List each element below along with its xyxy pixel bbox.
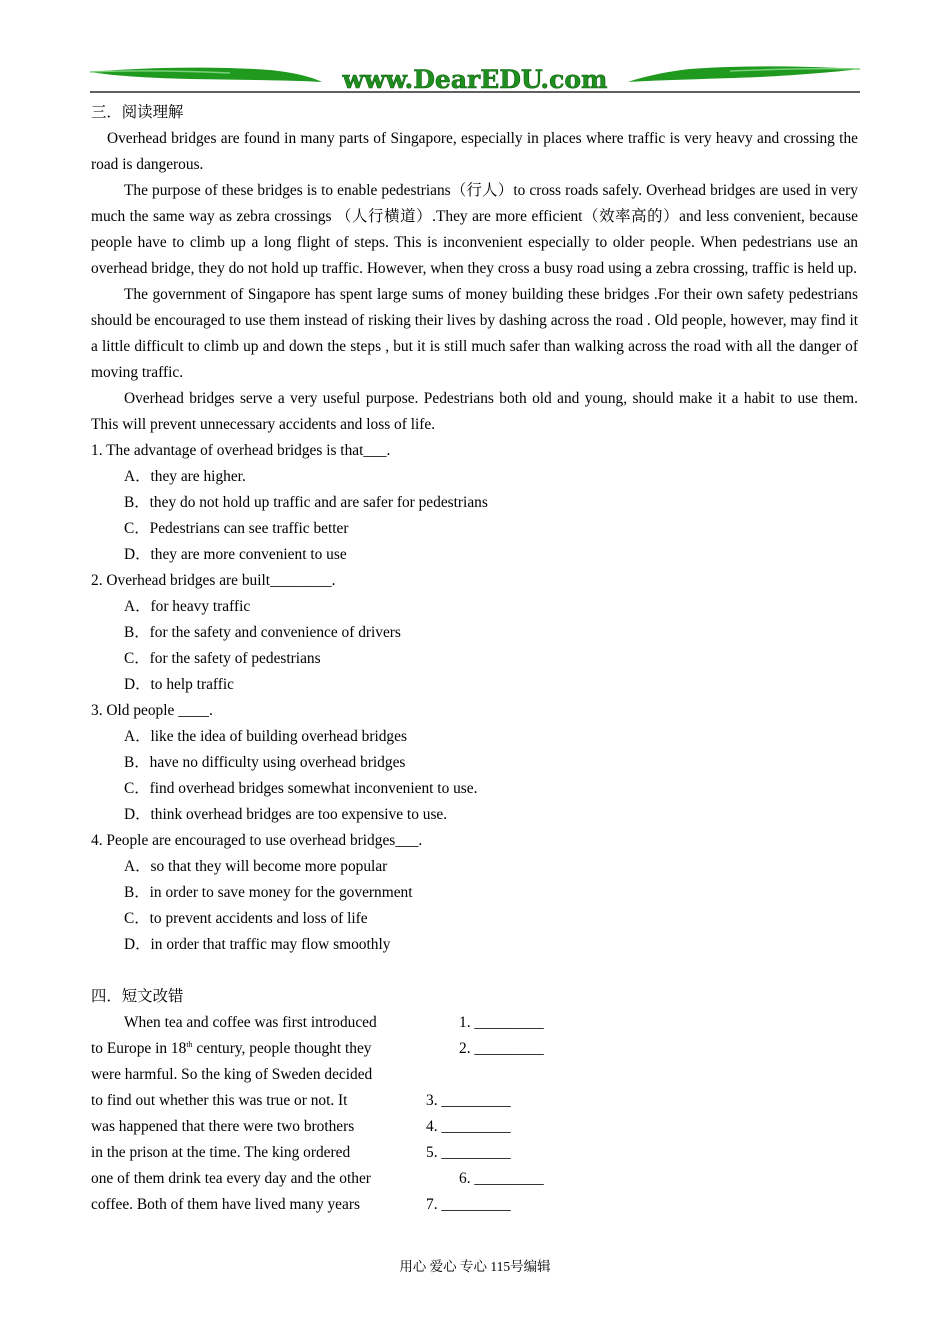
document-body <box>91 100 858 1218</box>
error-line-8 <box>91 1192 858 1218</box>
question-4-stem: 4. People are encouraged to use overhead bridges___. <box>91 832 423 849</box>
question-2-option-a: A．for heavy traffic <box>124 598 251 615</box>
error-line-1 <box>91 1010 858 1036</box>
error-line-5-text: was happened that there were two brothers <box>91 1118 355 1135</box>
question-2-option-b: B．for the safety and convenience of drivers <box>124 624 401 641</box>
superscript-th: th <box>186 1039 193 1049</box>
passage-paragraph-3: The government of Singapore has spent large sums of money building these bridges .For their own safety pedestrians should be encouraged to use them instead of risking their lives by dashing across the road . Old people, however, may find it a little difficult to climb up and down the steps , but it is still much safer than walking across the road with all the danger of moving traffic. <box>91 286 858 381</box>
passage-paragraph-4: Overhead bridges serve a very useful purpose. Pedestrians both old and young, should make it a habit to use them. This will prevent unnecessary accidents and loss of life. <box>91 390 858 433</box>
answer-blank-3[interactable]: 3. _________ <box>426 1092 511 1109</box>
question-1-option-d: D．they are more convenient to use <box>124 546 347 563</box>
error-line-2 <box>91 1036 858 1062</box>
answer-blank-1[interactable]: 1. _________ <box>459 1014 544 1031</box>
question-3-option-c: C．find overhead bridges somewhat inconvenient to use. <box>124 780 478 797</box>
passage-paragraph-2: The purpose of these bridges is to enable pedestrians（行人）to cross roads safely. Overhead bridges are used in very much the same way as zebra crossings （人行横道）.They are more efficient（效率高的）and less convenient, because people have to climb up a long flight of steps. This is inconvenient especially to older people. When pedestrians use an overhead bridge, they do not hold up traffic. However, when they cross a busy road using a zebra crossing, traffic is held up. <box>91 182 858 277</box>
answer-blank-5[interactable]: 5. _________ <box>426 1144 511 1161</box>
error-line-5 <box>91 1114 858 1140</box>
question-3-option-d: D．think overhead bridges are too expensive to use. <box>124 806 448 823</box>
error-line-2-text <box>91 1036 372 1062</box>
error-line-7-text: one of them drink tea every day and the other <box>91 1170 371 1187</box>
question-2-option-c: C．for the safety of pedestrians <box>124 650 321 667</box>
error-line-2-post: century, people thought they <box>192 1040 372 1057</box>
section-spacer <box>91 958 858 984</box>
error-line-4-text: to find out whether this was true or not. It <box>91 1092 348 1109</box>
answer-blank-2[interactable]: 2. _________ <box>459 1040 544 1057</box>
section-4-heading: 四．短文改错 <box>91 988 184 1005</box>
banner-graphic <box>90 60 860 94</box>
question-1-option-a: A．they are higher. <box>124 468 246 485</box>
question-4-option-b: B．in order to save money for the government <box>124 884 413 901</box>
question-4-option-d: D．in order that traffic may flow smoothly <box>124 936 391 953</box>
question-1-stem: 1. The advantage of overhead bridges is that___. <box>91 442 391 459</box>
error-line-6-text: in the prison at the time. The king ordered <box>91 1144 351 1161</box>
error-line-7 <box>91 1166 858 1192</box>
question-3-stem: 3. Old people ____. <box>91 702 213 719</box>
error-line-3-text: were harmful. So the king of Sweden decided <box>91 1066 373 1083</box>
answer-blank-4[interactable]: 4. _________ <box>426 1118 511 1135</box>
error-line-2-pre: to Europe in 18 <box>91 1040 187 1057</box>
question-1-option-c: C．Pedestrians can see traffic better <box>124 520 349 537</box>
passage-paragraph-1: Overhead bridges are found in many parts of Singapore, especially in places where traffic is very heavy and crossing the road is dangerous. <box>91 130 858 173</box>
left-swoosh <box>90 68 322 82</box>
answer-blank-6[interactable]: 6. _________ <box>459 1170 544 1187</box>
question-2-stem: 2. Overhead bridges are built________. <box>91 572 336 589</box>
error-line-4 <box>91 1088 858 1114</box>
site-logo-text: www.DearEDU.com <box>342 65 608 94</box>
header-banner <box>90 60 860 94</box>
page-footer: 用心 爱心 专心 115号编辑 <box>399 1259 551 1274</box>
answer-blank-7[interactable]: 7. _________ <box>426 1196 511 1213</box>
error-line-8-text: coffee. Both of them have lived many years <box>91 1196 360 1213</box>
question-3-option-a: A．like the idea of building overhead bridges <box>124 728 407 745</box>
question-3-option-b: B．have no difficulty using overhead bridges <box>124 754 406 771</box>
question-2-option-d: D．to help traffic <box>124 676 234 693</box>
question-4-option-c: C．to prevent accidents and loss of life <box>124 910 368 927</box>
error-line-3 <box>91 1062 858 1088</box>
question-4-option-a: A．so that they will become more popular <box>124 858 388 875</box>
error-line-1-text: When tea and coffee was first introduced <box>124 1014 377 1031</box>
error-line-6 <box>91 1140 858 1166</box>
section-3-heading: 三．阅读理解 <box>91 104 184 121</box>
question-1-option-b: B．they do not hold up traffic and are safer for pedestrians <box>124 494 488 511</box>
